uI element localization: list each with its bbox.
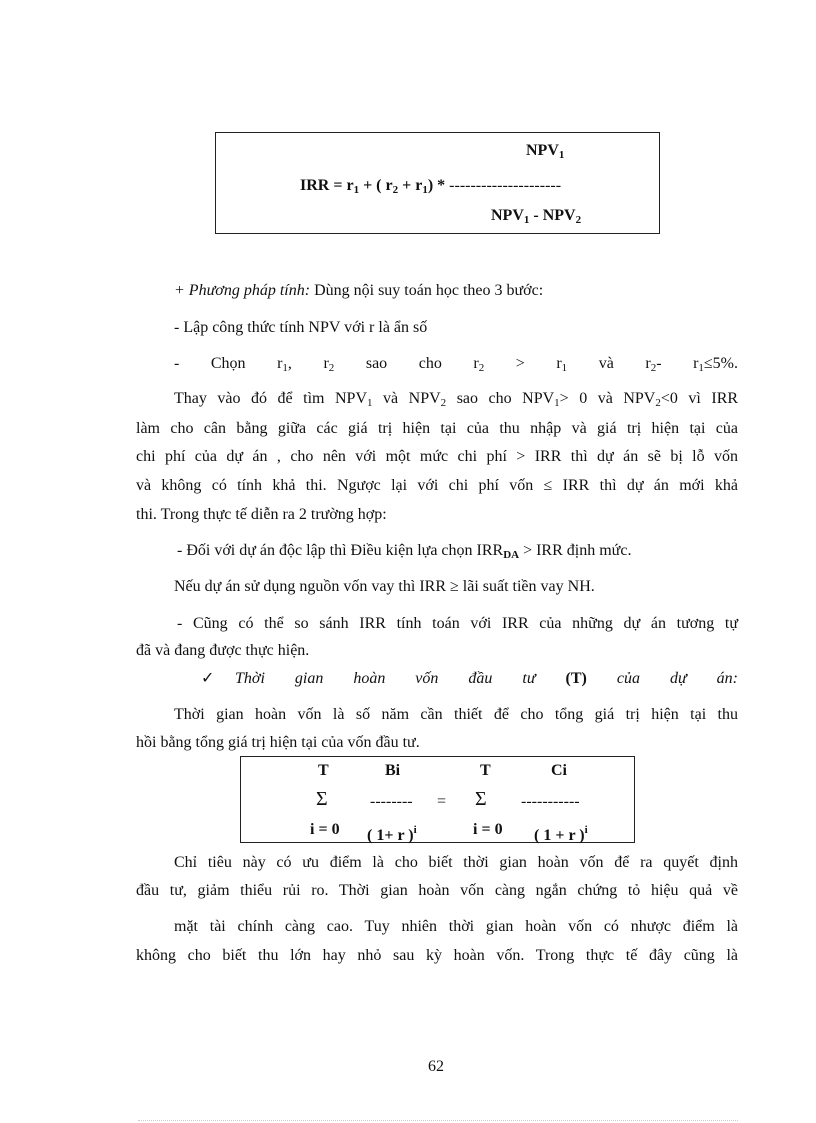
para-e-line-2: đầu tư, giảm thiểu rủi ro. Thời gian hoàn vốn càng ngắn chứng tỏ hiệu quả về: [136, 882, 738, 899]
method-line: + Phương pháp tính: Dùng nội suy toán học theo 3 bước:: [174, 282, 544, 299]
numerator-ci: Ci: [551, 762, 567, 779]
sum-lower-limit-2: i = 0: [473, 821, 503, 838]
sum-lower-limit-1: i = 0: [310, 821, 340, 838]
sum-upper-limit-1: T: [318, 762, 329, 779]
step-1: - Lập công thức tính NPV với r là ẩn số: [174, 319, 428, 336]
sigma-1: Σ: [316, 788, 328, 810]
para-e-line-3: mặt tài chính càng cao. Tuy nhiên thời gian hoàn vốn có nhược điểm là: [174, 918, 738, 935]
para-c-line-2: đã và đang được thực hiện.: [136, 642, 310, 659]
para-b-line-1: - Đối với dự án độc lập thì Điều kiện lựa chọn $IRR_{DA}$ > IRR định mức.: [177, 542, 632, 561]
numerator-bi: Bi: [385, 762, 401, 779]
denominator-1: ( 1+ r )$^i$: [367, 824, 417, 844]
sigma-2: Σ: [475, 788, 487, 810]
para-a-line-3: chi phí của dự án , cho nên với một mức chi phí > IRR thì dự án sẽ bị lỗ vốn: [136, 448, 738, 465]
para-a-line-5: thi. Trong thực tế diễn ra 2 trường hợp:: [136, 506, 387, 523]
para-e-line-1: Chỉ tiêu này có ưu điểm là cho biết thời gian hoàn vốn để ra quyết định: [174, 854, 738, 871]
para-d-line-2: hồi bằng tổng giá trị hiện tại của vốn đầu tư.: [136, 734, 420, 751]
para-e-line-4: không cho biết thu lớn hay nhỏ sau kỳ hoàn vốn. Trong thực tế đây cũng là: [136, 947, 738, 964]
equals-sign: =: [437, 793, 447, 810]
check-icon: ✓: [201, 670, 215, 687]
para-d-line-1: Thời gian hoàn vốn là số năm cần thiết để cho tổng giá trị hiện tại thu: [174, 706, 738, 723]
fraction-line-1: --------: [370, 793, 413, 810]
sum-upper-limit-2: T: [480, 762, 491, 779]
para-a-line-1: Thay vào đó để tìm $NPV_1$ và $NPV_2$ sao cho $NPV_1> 0$ và $NPV_2<0$ vì IRR: [174, 390, 739, 409]
step-2: - Chọn $r_1$, $r_2$ sao cho $r_2$ > $r_1$ và $r_2-$ $r_1\le 5\%$.: [174, 355, 738, 374]
page-number: 62: [428, 1058, 444, 1075]
para-c-line-1: - Cũng có thể so sánh IRR tính toán với IRR của những dự án tương tự: [177, 615, 738, 632]
fraction-line-2: -----------: [521, 793, 580, 810]
para-a-line-2: làm cho cân bằng giữa các giá trị hiện tại của thu nhập và giá trị hiện tại của: [136, 420, 738, 437]
payback-heading: Thời gian hoàn vốn đầu tư (T) của dự án:: [235, 670, 738, 687]
irr-formula-line: IRR = $r_1$ + ( $r_2 + r_1$) * ---------------------: [300, 177, 562, 196]
denominator-2: ( 1 + r )$^i$: [534, 824, 588, 844]
para-b-line-2: Nếu dự án sử dụng nguồn vốn vay thì IRR ≥ lãi suất tiền vay NH.: [174, 578, 595, 595]
formula-denominator: $NPV_1 - NPV_2$: [491, 207, 582, 226]
footer-divider: [138, 1120, 738, 1121]
formula-numerator: $NPV_1$: [526, 142, 565, 161]
para-a-line-4: và không có tính khả thi. Ngược lại với chi phí vốn ≤ IRR thì dự án mới khả: [136, 477, 738, 494]
